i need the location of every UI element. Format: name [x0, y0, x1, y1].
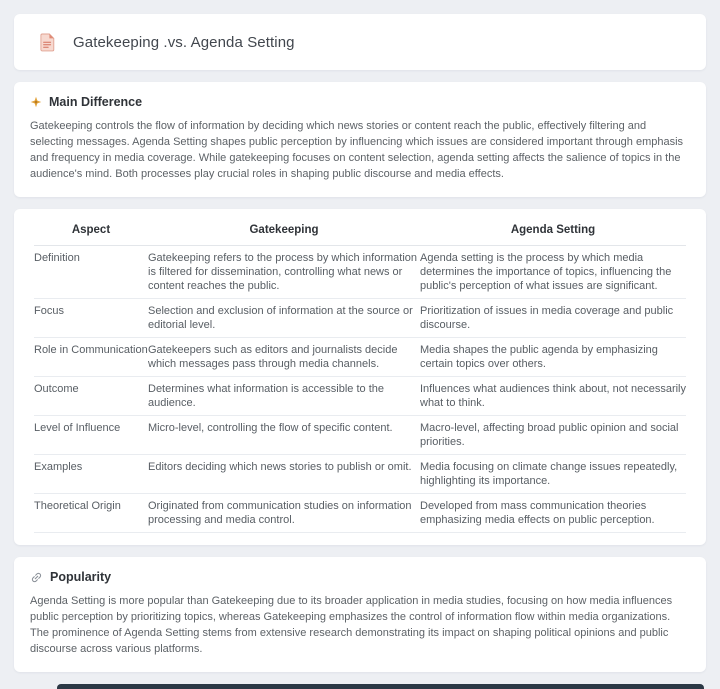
column-header-agenda-setting: Agenda Setting	[420, 219, 686, 246]
aspect-label: Definition	[34, 246, 148, 299]
link-icon	[30, 571, 43, 584]
aspect-label: Level of Influence	[34, 416, 148, 455]
column-header-aspect: Aspect	[34, 219, 148, 246]
popularity-title: Popularity	[50, 570, 112, 584]
next-section-peek	[57, 684, 704, 689]
comparison-table	[34, 219, 686, 533]
aspect-label: Focus	[34, 299, 148, 338]
agenda-setting-cell: Media focusing on climate change issues repeatedly, highlighting its importance.	[420, 455, 686, 494]
gatekeeping-cell: Selection and exclusion of information at the source or editorial level.	[148, 299, 420, 338]
page-title: Gatekeeping .vs. Agenda Setting	[73, 33, 295, 51]
popularity-heading-row	[30, 570, 690, 584]
main-difference-heading-row	[30, 95, 690, 109]
gatekeeping-cell: Gatekeeping refers to the process by which information is filtered for dissemination, controlling what news or content reaches the public.	[148, 246, 420, 299]
table-row	[34, 416, 686, 455]
comparison-table-section	[14, 209, 706, 545]
agenda-setting-cell: Developed from mass communication theories emphasizing media effects on public perception.	[420, 494, 686, 533]
main-difference-body: Gatekeeping controls the flow of information by deciding which news stories or content reach the public, effectively filtering and selecting messages. Agenda Setting shapes public perception by influencing which issues are considered important through emphasis and frequency in media coverage. While gatekeeping focuses on content selection, agenda setting affects the salience of topics in the audience's mind. Both processes play crucial roles in shaping public discourse and media effects.	[30, 120, 684, 180]
table-row	[34, 377, 686, 416]
gatekeeping-cell: Gatekeepers such as editors and journalists decide which messages pass through media channels.	[148, 338, 420, 377]
gatekeeping-cell: Determines what information is accessible to the audience.	[148, 377, 420, 416]
page-header	[14, 14, 706, 70]
aspect-label: Theoretical Origin	[34, 494, 148, 533]
agenda-setting-cell: Influences what audiences think about, not necessarily what to think.	[420, 377, 686, 416]
table-row	[34, 299, 686, 338]
gatekeeping-cell: Editors deciding which news stories to publish or omit.	[148, 455, 420, 494]
gatekeeping-cell: Micro-level, controlling the flow of specific content.	[148, 416, 420, 455]
agenda-setting-cell: Media shapes the public agenda by emphasizing certain topics over others.	[420, 338, 686, 377]
gatekeeping-cell: Originated from communication studies on information processing and media control.	[148, 494, 420, 533]
table-row	[34, 494, 686, 533]
main-difference-section	[14, 82, 706, 197]
agenda-setting-cell: Agenda setting is the process by which media determines the importance of topics, influencing the public's perception of what issues are significant.	[420, 246, 686, 299]
popularity-body: Agenda Setting is more popular than Gatekeeping due to its broader application in media studies, focusing on how media influences public perception by prioritizing topics, whereas Gatekeeping emphasizes the control of information flow within media organizations. The prominence of Agenda Setting stems from extensive research demonstrating its impact on shaping political opinions and public discourse across various platforms.	[30, 595, 673, 655]
agenda-setting-cell: Prioritization of issues in media coverage and public discourse.	[420, 299, 686, 338]
popularity-section	[14, 557, 706, 672]
main-difference-title: Main Difference	[49, 95, 143, 109]
table-row	[34, 246, 686, 299]
table-header-row	[34, 219, 686, 246]
agenda-setting-cell: Macro-level, affecting broad public opinion and social priorities.	[420, 416, 686, 455]
table-row	[34, 455, 686, 494]
document-icon	[40, 33, 56, 52]
aspect-label: Examples	[34, 455, 148, 494]
column-header-gatekeeping: Gatekeeping	[148, 219, 420, 246]
aspect-label: Role in Communication	[34, 338, 148, 377]
table-row	[34, 338, 686, 377]
sparkle-icon	[30, 96, 42, 108]
aspect-label: Outcome	[34, 377, 148, 416]
